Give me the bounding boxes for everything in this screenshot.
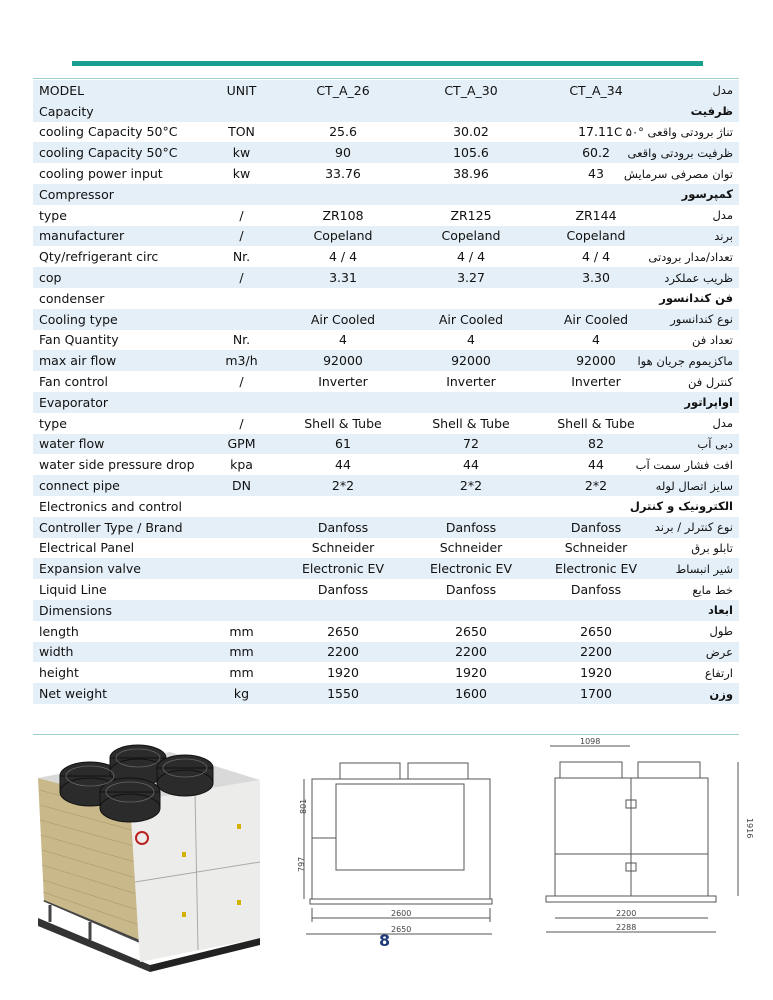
row-unit: kg (210, 683, 273, 704)
row-value-model-1: 44 (335, 457, 351, 473)
row-value-model-3: Air Cooled (529, 309, 663, 330)
row-value-model-2: 92000 (413, 350, 529, 371)
row-label: max air flow (33, 350, 210, 371)
row-value-model-1 (273, 392, 413, 413)
header-model: MODEL (33, 80, 210, 101)
row-unit: mm (229, 623, 254, 639)
row-value-model-2 (413, 184, 529, 205)
row-label: condenser (39, 290, 105, 306)
section-divider (33, 734, 739, 735)
row-label: Capacity (33, 101, 210, 122)
row-value-model-3: Shell & Tube (557, 415, 635, 431)
row-label-fa: تناژ برودتی واقعی °C ۵۰ (614, 124, 733, 139)
header-model-fa: مدل (663, 80, 739, 101)
row-label-fa: افت فشار سمت آب (635, 457, 733, 472)
section-header-row (33, 288, 739, 309)
row-value-model-1: 90 (273, 142, 413, 163)
table-row (33, 226, 739, 247)
row-label-fa: ماکزیموم جریان هوا (663, 350, 739, 371)
row-unit: kw (232, 166, 251, 182)
row-value-model-1: 2*2 (273, 475, 413, 496)
table-top-rule (33, 78, 739, 79)
section-header-row (33, 101, 739, 122)
table-row (33, 309, 739, 330)
row-label-fa: ظریب عملکرد (663, 267, 739, 288)
row-label: Cooling type (33, 309, 210, 330)
row-value-model-2 (413, 392, 529, 413)
row-value-model-3: 17.11 (578, 124, 614, 140)
row-value-model-2: ZR125 (450, 207, 492, 223)
dim-801: 801 (299, 798, 308, 814)
row-value-model-1: Air Cooled (273, 309, 413, 330)
row-label-fa: طول (709, 624, 733, 639)
row-unit: / (239, 374, 244, 390)
row-value-model-3: Schneider (564, 540, 628, 556)
row-value-model-3: ZR144 (575, 207, 617, 223)
row-unit (210, 517, 273, 538)
row-label-fa: وزن (663, 683, 739, 704)
row-value-model-3 (529, 600, 663, 621)
row-unit (210, 101, 273, 122)
row-label: Liquid Line (39, 582, 107, 598)
row-label-fa: فن کندانسور (659, 291, 733, 306)
row-label: cooling Capacity 50°C (33, 142, 210, 163)
row-label-fa: عرض (663, 642, 739, 663)
row-unit: / (239, 207, 244, 223)
table-row (33, 205, 739, 226)
row-value-model-3: 44 (588, 457, 604, 473)
row-value-model-1: 61 (273, 434, 413, 455)
table-row (33, 517, 739, 538)
row-label: cooling power input (39, 166, 163, 182)
row-unit: kw (210, 142, 273, 163)
row-value-model-3: 43 (588, 166, 604, 182)
dim-1916: 1916 (745, 818, 754, 839)
row-label-fa: دبی آب (663, 434, 739, 455)
row-label: Electronics and control (39, 498, 182, 514)
row-unit (210, 558, 273, 579)
row-value-model-2: 105.6 (413, 142, 529, 163)
row-label-fa: الکترونیک و کنترل (629, 499, 733, 514)
row-label-fa: ظرفیت (663, 101, 739, 122)
row-label: type (39, 415, 67, 431)
row-value-model-2 (413, 600, 529, 621)
row-value-model-3 (529, 101, 663, 122)
table-row (33, 413, 739, 434)
row-label-fa: نوع کنترلر / برند (663, 517, 739, 538)
table-row (33, 267, 739, 288)
row-label: type (39, 207, 67, 223)
row-label-fa: تعداد فن (691, 332, 733, 347)
row-value-model-2 (413, 288, 529, 309)
row-label: manufacturer (33, 226, 210, 247)
chiller-product-photo (30, 740, 270, 975)
section-header-row (33, 392, 739, 413)
table-row (33, 122, 739, 143)
row-value-model-3: 60.2 (529, 142, 663, 163)
table-row (33, 454, 739, 475)
row-label: Qty/refrigerant circ (39, 249, 159, 265)
row-label-fa: مدل (712, 208, 733, 223)
row-label: Fan control (39, 374, 108, 390)
row-value-model-2 (413, 101, 529, 122)
front-view-drawing (296, 758, 496, 944)
dim-797: 797 (297, 856, 306, 872)
table-header-row (33, 80, 739, 101)
row-unit (210, 496, 273, 517)
row-value-model-2: 1920 (455, 665, 487, 681)
dim-2200: 2200 (616, 909, 637, 918)
row-label: Evaporator (33, 392, 210, 413)
row-unit (210, 600, 273, 621)
row-value-model-1: 4 (339, 332, 347, 348)
row-label: height (39, 665, 79, 681)
row-value-model-1: 4 / 4 (328, 249, 358, 265)
row-value-model-2: Shell & Tube (432, 415, 510, 431)
dim-2600: 2600 (391, 909, 412, 918)
table-row (33, 475, 739, 496)
row-value-model-1: 25.6 (329, 124, 357, 140)
row-value-model-1: Danfoss (273, 517, 413, 538)
table-row (33, 683, 739, 704)
row-value-model-2: 4 (467, 332, 475, 348)
row-value-model-1: 2650 (327, 623, 359, 639)
row-value-model-2: 4 / 4 (456, 249, 486, 265)
row-unit (210, 309, 273, 330)
row-label: cooling Capacity 50°C (39, 124, 178, 140)
row-label-fa: ظرفیت برودتی واقعی (663, 142, 739, 163)
row-value-model-1: Danfoss (317, 582, 369, 598)
row-value-model-3: 2200 (529, 642, 663, 663)
row-value-model-2: 30.02 (453, 124, 489, 140)
row-label: Expansion valve (33, 558, 210, 579)
header-model-3: CT_A_34 (529, 80, 663, 101)
header-model-1: CT_A_26 (273, 80, 413, 101)
row-label: width (33, 642, 210, 663)
row-value-model-1: 92000 (273, 350, 413, 371)
row-value-model-3: 92000 (529, 350, 663, 371)
row-value-model-1 (273, 101, 413, 122)
row-label: Net weight (33, 683, 210, 704)
row-value-model-3: 4 / 4 (581, 249, 611, 265)
row-label: cop (33, 267, 210, 288)
row-value-model-1 (273, 600, 413, 621)
row-label-fa: سایز اتصال لوله (663, 475, 739, 496)
row-value-model-2: Danfoss (413, 517, 529, 538)
row-value-model-3: 1700 (529, 683, 663, 704)
row-value-model-3: Danfoss (529, 517, 663, 538)
table-row (33, 330, 739, 351)
section-header-row (33, 184, 739, 205)
table-row (33, 538, 739, 559)
row-unit: mm (210, 642, 273, 663)
row-label-fa: تعداد/مدار برودتی (648, 249, 733, 264)
row-value-model-3: Danfoss (570, 582, 622, 598)
header-accent-bar (72, 61, 703, 66)
row-label: water flow (33, 434, 210, 455)
row-label-fa: اواپراتور (663, 392, 739, 413)
row-value-model-1 (273, 184, 413, 205)
row-label-fa: کمپرسور (663, 184, 739, 205)
table-row (33, 350, 739, 371)
row-value-model-3: 1920 (580, 665, 612, 681)
dim-1098: 1098 (580, 738, 601, 746)
row-label: Electrical Panel (39, 540, 135, 556)
row-value-model-1: 1920 (327, 665, 359, 681)
row-value-model-3 (529, 392, 663, 413)
row-label: water side pressure drop (39, 457, 195, 473)
row-value-model-2: 1600 (413, 683, 529, 704)
row-value-model-3: Inverter (571, 374, 621, 390)
header-unit: UNIT (210, 80, 273, 101)
row-value-model-1 (273, 496, 413, 517)
row-value-model-2: 2650 (455, 623, 487, 639)
row-value-model-1: Schneider (311, 540, 375, 556)
row-label-fa: توان مصرفی سرمایش (623, 166, 733, 181)
row-value-model-1: 3.31 (273, 267, 413, 288)
row-unit: / (239, 415, 244, 431)
row-value-model-2: 44 (463, 457, 479, 473)
row-label-fa: ابعاد (663, 600, 739, 621)
row-unit: mm (229, 665, 254, 681)
row-unit (210, 392, 273, 413)
row-value-model-1: 2200 (273, 642, 413, 663)
table-row (33, 642, 739, 663)
table-row (33, 662, 739, 683)
table-row (33, 246, 739, 267)
section-header-row (33, 496, 739, 517)
table-row (33, 142, 739, 163)
row-value-model-2: 2200 (413, 642, 529, 663)
row-label: Fan Quantity (39, 332, 119, 348)
row-value-model-2: 2*2 (413, 475, 529, 496)
row-unit: DN (210, 475, 273, 496)
row-value-model-1: ZR108 (322, 207, 364, 223)
row-label-fa: تابلو برق (691, 540, 733, 555)
row-value-model-3: 2*2 (529, 475, 663, 496)
row-label-fa: برند (663, 226, 739, 247)
row-unit (210, 538, 273, 559)
row-unit (210, 184, 273, 205)
row-value-model-3: Copeland (529, 226, 663, 247)
row-value-model-2: 38.96 (453, 166, 489, 182)
row-value-model-3: 3.30 (529, 267, 663, 288)
row-unit: / (210, 226, 273, 247)
row-value-model-2 (413, 496, 529, 517)
row-unit: Nr. (232, 249, 251, 265)
table-row (33, 163, 739, 184)
row-value-model-1: 33.76 (325, 166, 361, 182)
row-label-fa: مدل (712, 416, 733, 431)
section-header-row (33, 600, 739, 621)
side-view-drawing (540, 738, 765, 946)
table-row (33, 621, 739, 642)
row-value-model-1: Electronic EV (273, 558, 413, 579)
row-value-model-1: Inverter (318, 374, 368, 390)
row-value-model-2: 72 (413, 434, 529, 455)
row-value-model-3: Electronic EV (529, 558, 663, 579)
row-unit: Nr. (232, 332, 251, 348)
row-value-model-1: Shell & Tube (304, 415, 382, 431)
row-unit: / (210, 267, 273, 288)
specifications-table (33, 80, 739, 704)
table-row (33, 434, 739, 455)
dim-2288: 2288 (616, 923, 637, 932)
row-unit: m3/h (210, 350, 273, 371)
row-label-fa: شیر انبساط (663, 558, 739, 579)
row-label-fa: خط مایع (692, 582, 733, 597)
row-value-model-2: Schneider (439, 540, 503, 556)
header-model-2: CT_A_30 (413, 80, 529, 101)
row-label: Dimensions (33, 600, 210, 621)
row-value-model-2: 3.27 (413, 267, 529, 288)
row-unit (210, 288, 273, 309)
row-unit: kpa (230, 457, 253, 473)
row-value-model-1: 1550 (273, 683, 413, 704)
dim-2650: 2650 (391, 925, 412, 934)
row-label: length (39, 623, 79, 639)
row-value-model-1: Copeland (273, 226, 413, 247)
row-label: Controller Type / Brand (33, 517, 210, 538)
table-row (33, 371, 739, 392)
row-value-model-3: 4 (592, 332, 600, 348)
row-unit: GPM (210, 434, 273, 455)
row-label: connect pipe (33, 475, 210, 496)
row-label: Compressor (33, 184, 210, 205)
row-label-fa: کنترل فن (687, 374, 733, 389)
row-value-model-2: Copeland (413, 226, 529, 247)
row-label-fa: ارتفاع (704, 665, 733, 680)
row-value-model-3 (529, 288, 663, 309)
row-value-model-1 (273, 288, 413, 309)
row-unit: TON (228, 124, 255, 140)
row-value-model-2: Danfoss (445, 582, 497, 598)
table-row (33, 579, 739, 600)
row-value-model-2: Inverter (446, 374, 496, 390)
table-row (33, 558, 739, 579)
page-number: 8 (379, 931, 391, 950)
row-value-model-2: Electronic EV (413, 558, 529, 579)
row-unit (210, 579, 273, 600)
row-value-model-3: 82 (529, 434, 663, 455)
row-value-model-3 (529, 184, 663, 205)
row-label-fa: نوع کندانسور (663, 309, 739, 330)
row-value-model-2: Air Cooled (413, 309, 529, 330)
row-value-model-3: 2650 (580, 623, 612, 639)
